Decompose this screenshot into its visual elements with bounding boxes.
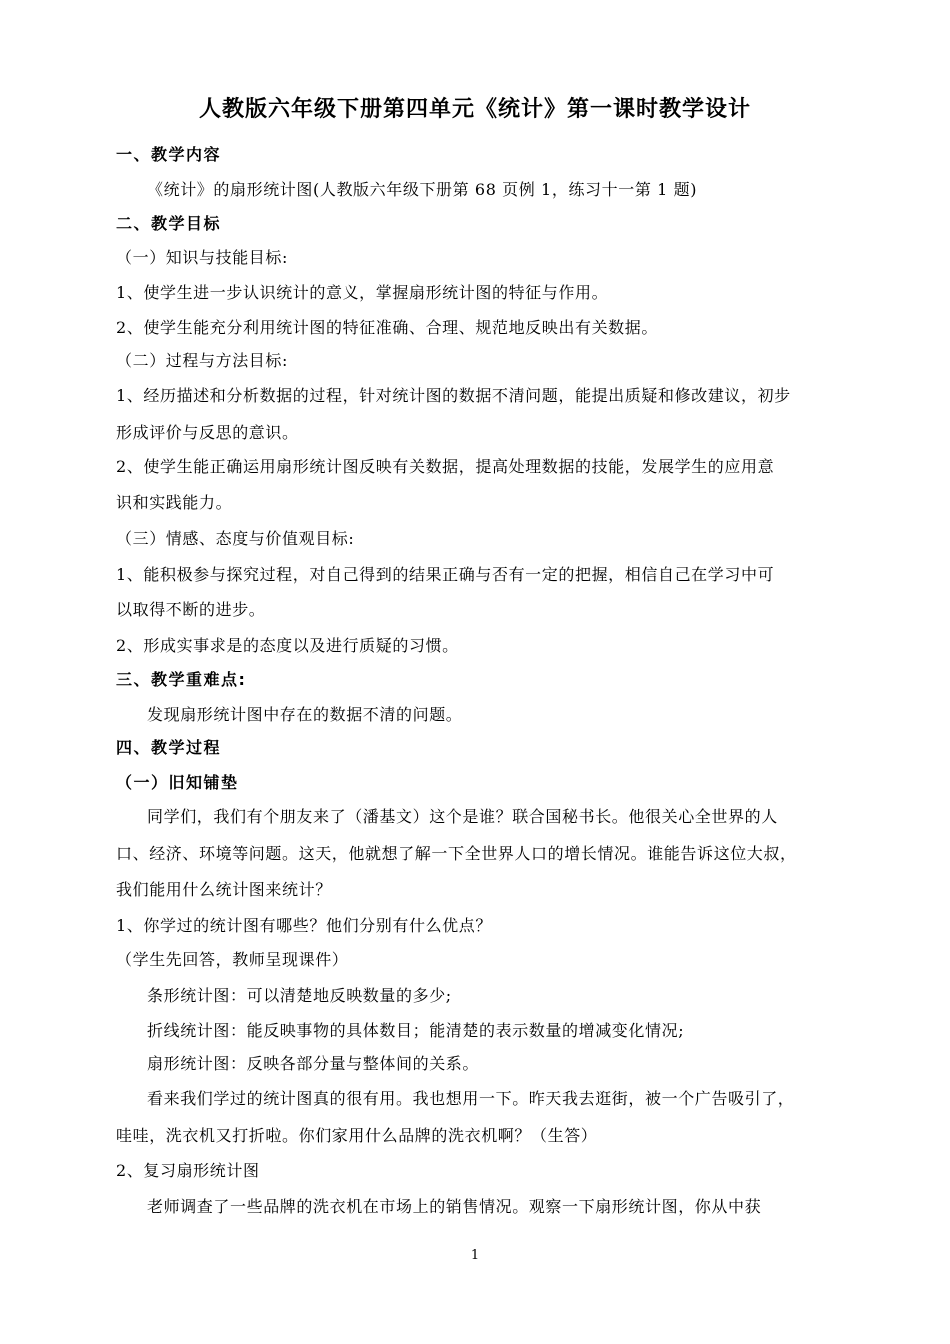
paragraph-line: 2、复习扇形统计图 (116, 1161, 260, 1180)
paragraph-line: 2、形成实事求是的态度以及进行质疑的习惯。 (116, 636, 459, 655)
paragraph-line: 折线统计图：能反映事物的具体数目；能清楚的表示数量的增减变化情况; (147, 1021, 685, 1040)
section-heading-teaching-goals: 二、教学目标 (116, 214, 222, 233)
paragraph-line: 《统计》的扇形统计图(人教版六年级下册第 68 页例 1，练习十一第 1 题) (147, 180, 698, 199)
paragraph-line: （学生先回答，教师呈现课件） (116, 950, 349, 969)
paragraph-line: 老师调查了一些品牌的洗衣机在市场上的销售情况。观察一下扇形统计图，你从中获 (147, 1197, 762, 1216)
subheading-values-goals: （三）情感、态度与价值观目标: (116, 529, 355, 548)
section-heading-key-points: 三、教学重难点: (116, 670, 247, 689)
paragraph-line: 哇哇，洗衣机又打折啦。你们家用什么品牌的洗衣机啊？（生答） (116, 1126, 598, 1145)
paragraph-line: 口、经济、环境等问题。这天，他就想了解一下全世界人口的增长情况。谁能告诉这位大叔， (116, 844, 797, 863)
subheading-knowledge-goals: （一）知识与技能目标: (116, 248, 288, 267)
subheading-process-goals: （二）过程与方法目标: (116, 351, 288, 370)
paragraph-line: 1、经历描述和分析数据的过程，针对统计图的数据不清问题，能提出质疑和修改建议，初步 (116, 386, 791, 405)
paragraph-line: 形成评价与反思的意识。 (116, 423, 299, 442)
document-title: 人教版六年级下册第四单元《统计》第一课时教学设计 (198, 97, 751, 122)
paragraph-line: 我们能用什么统计图来统计？ (116, 880, 332, 899)
paragraph-line: 扇形统计图：反映各部分量与整体间的关系。 (147, 1054, 480, 1073)
section-heading-teaching-process: 四、教学过程 (116, 738, 222, 757)
paragraph-line: 识和实践能力。 (116, 493, 233, 512)
paragraph-line: 条形统计图：可以清楚地反映数量的多少; (147, 986, 452, 1005)
paragraph-line: 以取得不断的进步。 (116, 600, 266, 619)
paragraph-line: 2、使学生能正确运用扇形统计图反映有关数据，提高处理数据的技能，发展学生的应用意 (116, 457, 775, 476)
page-number: 1 (470, 1248, 480, 1263)
section-heading-teaching-content: 一、教学内容 (116, 145, 222, 164)
paragraph-line: 1、你学过的统计图有哪些？他们分别有什么优点？ (116, 916, 492, 935)
paragraph-line: 发现扇形统计图中存在的数据不清的问题。 (147, 705, 463, 724)
paragraph-line: 看来我们学过的统计图真的很有用。我也想用一下。昨天我去逛街，被一个广告吸引了， (147, 1089, 795, 1108)
paragraph-line: 同学们，我们有个朋友来了（潘基文）这个是谁？联合国秘书长。他很关心全世界的人 (147, 807, 778, 826)
paragraph-line: 2、使学生能充分利用统计图的特征准确、合理、规范地反映出有关数据。 (116, 318, 658, 337)
paragraph-line: 1、能积极参与探究过程，对自己得到的结果正确与否有一定的把握，相信自己在学习中可 (116, 565, 775, 584)
paragraph-line: 1、使学生进一步认识统计的意义，掌握扇形统计图的特征与作用。 (116, 283, 609, 302)
subheading-review: （一）旧知铺垫 (116, 773, 239, 792)
